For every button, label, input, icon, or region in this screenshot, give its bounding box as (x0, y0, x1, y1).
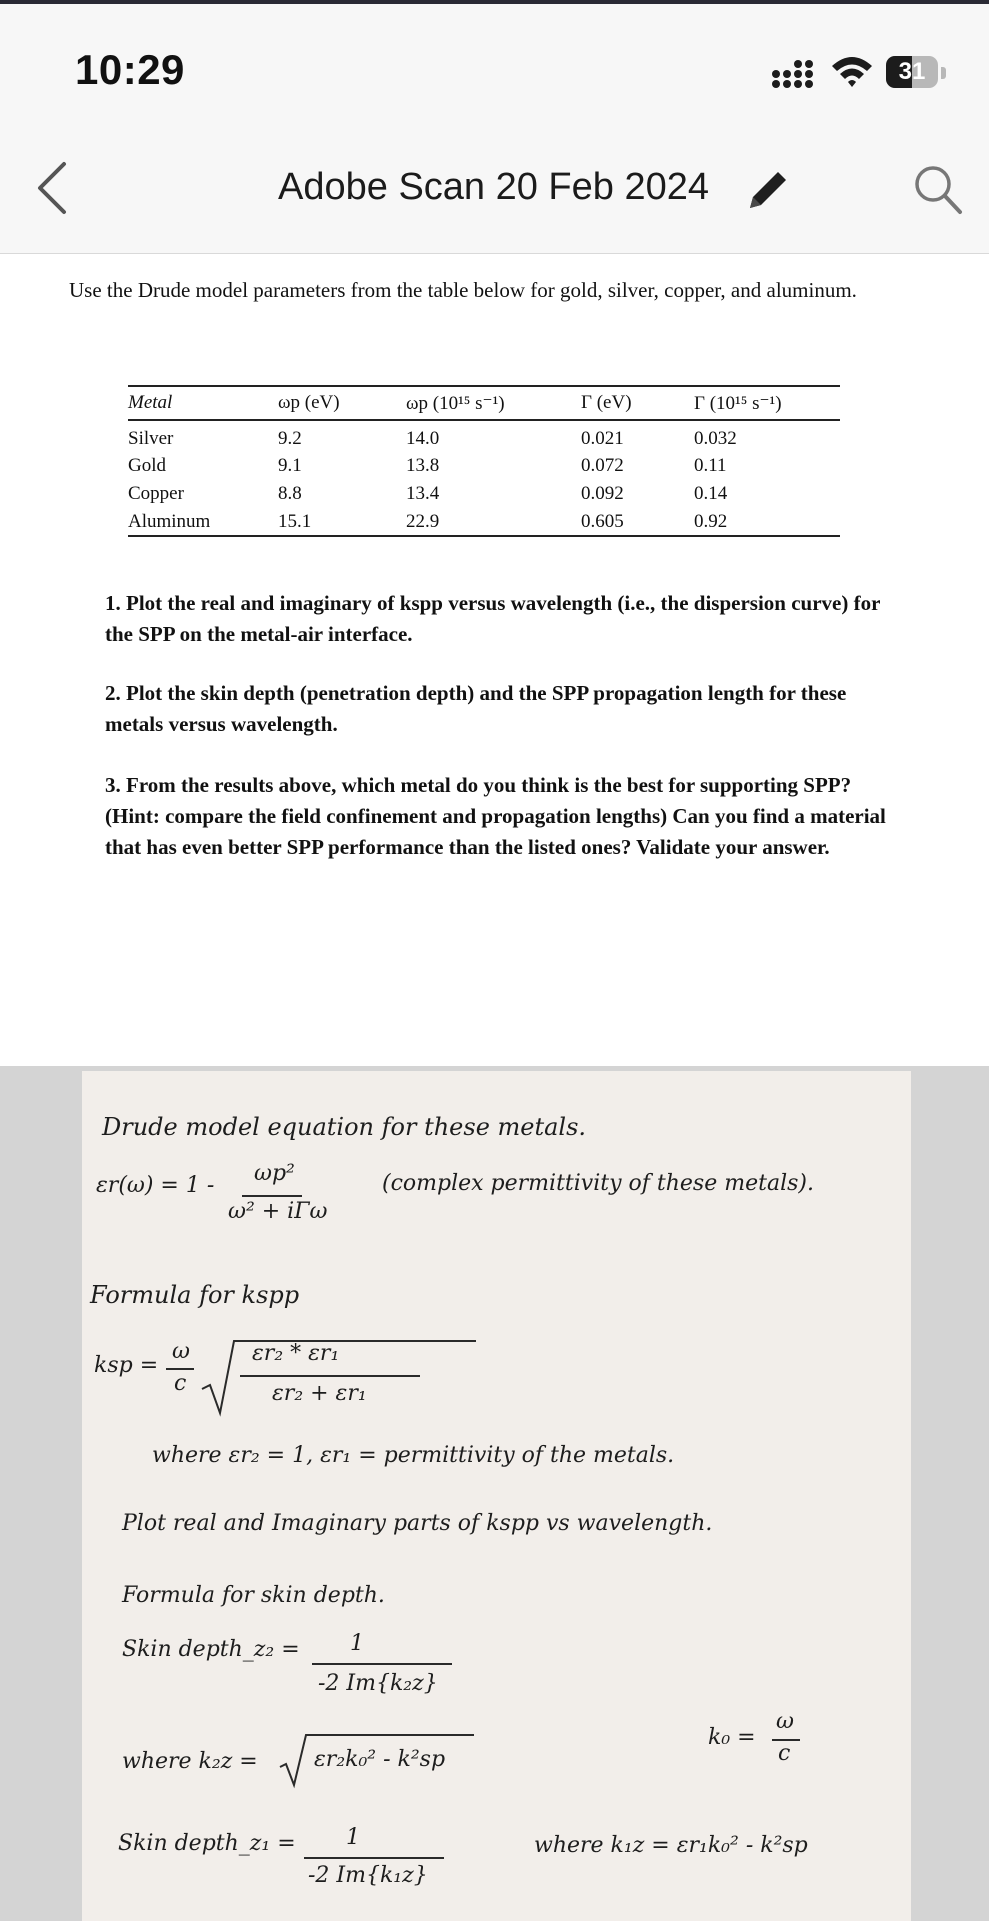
intro-paragraph: Use the Drude model parameters from the table below for gold, silver, copper, and aluminum. (69, 278, 857, 302)
kspp-c: c (174, 1371, 187, 1396)
table-header-cell: Γ (10¹⁵ s⁻¹) (694, 392, 782, 414)
kspp-lhs: ksp = (94, 1353, 159, 1378)
table-row (128, 480, 840, 508)
document-title: Adobe Scan 20 Feb 2024 (278, 166, 710, 208)
handwritten-notes (82, 1071, 911, 1921)
table-cell: 9.2 (278, 427, 302, 449)
table-row (128, 508, 840, 536)
question-2: 2. Plot the skin depth (penetration depth) and the SPP propagation length for these metals versus wavelength. (105, 681, 847, 736)
table-header-row (128, 386, 840, 420)
k2z-rhs: εr₂k₀² - k²sp (314, 1747, 446, 1772)
status-time: 10:29 (75, 46, 185, 93)
kspp-fraction-bar (240, 1375, 420, 1377)
eps-lhs: εr(ω) = 1 - (96, 1173, 215, 1198)
skin-heading: Formula for skin depth. (122, 1583, 385, 1608)
skin2-lhs: Skin depth_z₂ = (122, 1637, 300, 1662)
kspp-omega: ω (172, 1339, 190, 1364)
nav-bar (0, 130, 989, 254)
table-header-cell: ωp (10¹⁵ s⁻¹) (406, 392, 505, 414)
battery-tip (941, 67, 946, 79)
table-header-cell: Γ (eV) (581, 392, 632, 413)
table-cell: 0.14 (694, 483, 728, 504)
table-cell: 0.092 (581, 483, 624, 504)
table-cell: 22.9 (406, 510, 440, 532)
question-1: 1. Plot the real and imaginary of kspp versus wavelength (i.e., the dispersion curve) for the SPP on the metal-air interface. (105, 591, 881, 646)
table-cell: 8.8 (278, 483, 302, 504)
scanned-page-text (0, 255, 989, 1065)
table-cell: 13.8 (406, 455, 440, 476)
table-cell: 0.032 (694, 427, 737, 449)
table-row (128, 452, 840, 480)
table-cell: 0.021 (581, 427, 624, 449)
skin1-lhs: Skin depth_z₁ = (118, 1831, 296, 1856)
battery-level: 31 (898, 58, 926, 85)
table-row (128, 420, 840, 452)
eps-comment: (complex permittivity of these metals). (382, 1171, 814, 1196)
cellular-signal-icon (770, 54, 820, 90)
question-3: 3. From the results above, which metal do you think is the best for supporting SPP? (Hint: compare the field confinement and propagation lengths) Can you find a material that has even better SPP performance than the listed ones? Validate your answer. (105, 773, 886, 859)
table-cell: Gold (128, 455, 166, 476)
kspp-denominator: εr₂ + εr₁ (272, 1381, 367, 1406)
skin1-fraction-bar (304, 1857, 444, 1859)
table-cell: 14.0 (406, 427, 440, 449)
status-bar (0, 4, 989, 130)
k0-denominator: c (778, 1741, 791, 1766)
skin2-numerator: 1 (350, 1631, 364, 1656)
eps-numerator: ωp² (254, 1161, 295, 1186)
table-cell: 0.11 (694, 455, 727, 476)
k0-numerator: ω (776, 1709, 794, 1734)
k0-lhs: k₀ = (708, 1725, 756, 1750)
table-header-cell: Metal (128, 392, 173, 413)
back-chevron-icon[interactable] (30, 158, 74, 218)
search-icon[interactable] (910, 160, 966, 220)
table-cell: Aluminum (128, 510, 211, 532)
table-cell: Silver (128, 427, 174, 449)
plot-line: Plot real and Imaginary parts of kspp vs wavelength. (122, 1511, 713, 1536)
pencil-icon[interactable] (742, 164, 794, 216)
skin1-denominator: -2 Im{k₁z} (308, 1863, 428, 1888)
table-cell: 0.605 (581, 510, 624, 532)
table-cell: Copper (128, 483, 184, 504)
table-header-cell: ωp (eV) (278, 392, 340, 413)
notes-heading: Drude model equation for these metals. (102, 1113, 587, 1141)
table-cell: 0.92 (694, 510, 728, 532)
skin1-numerator: 1 (346, 1825, 360, 1850)
kspp-heading: Formula for kspp (90, 1281, 300, 1309)
skin2-fraction-bar (312, 1663, 452, 1665)
drude-parameter-table (128, 385, 840, 537)
skin2-denominator: -2 Im{k₂z} (318, 1671, 438, 1696)
table-cell: 0.072 (581, 455, 624, 476)
where-line: where εr₂ = 1, εr₁ = permittivity of the metals. (152, 1443, 675, 1468)
eps-denominator: ω² + iΓω (228, 1199, 328, 1224)
kspp-numerator: εr₂ * εr₁ (252, 1341, 340, 1366)
eps-fraction-bar (242, 1195, 302, 1197)
table-cell: 13.4 (406, 483, 440, 504)
kspp-omega-bar (166, 1368, 194, 1370)
k1z-line: where k₁z = εr₁k₀² - k²sp (534, 1833, 808, 1858)
table-cell: 9.1 (278, 455, 302, 476)
table-cell: 15.1 (278, 510, 312, 532)
k2z-lhs: where k₂z = (122, 1749, 258, 1774)
battery-icon (886, 54, 946, 90)
wifi-icon (828, 54, 876, 90)
